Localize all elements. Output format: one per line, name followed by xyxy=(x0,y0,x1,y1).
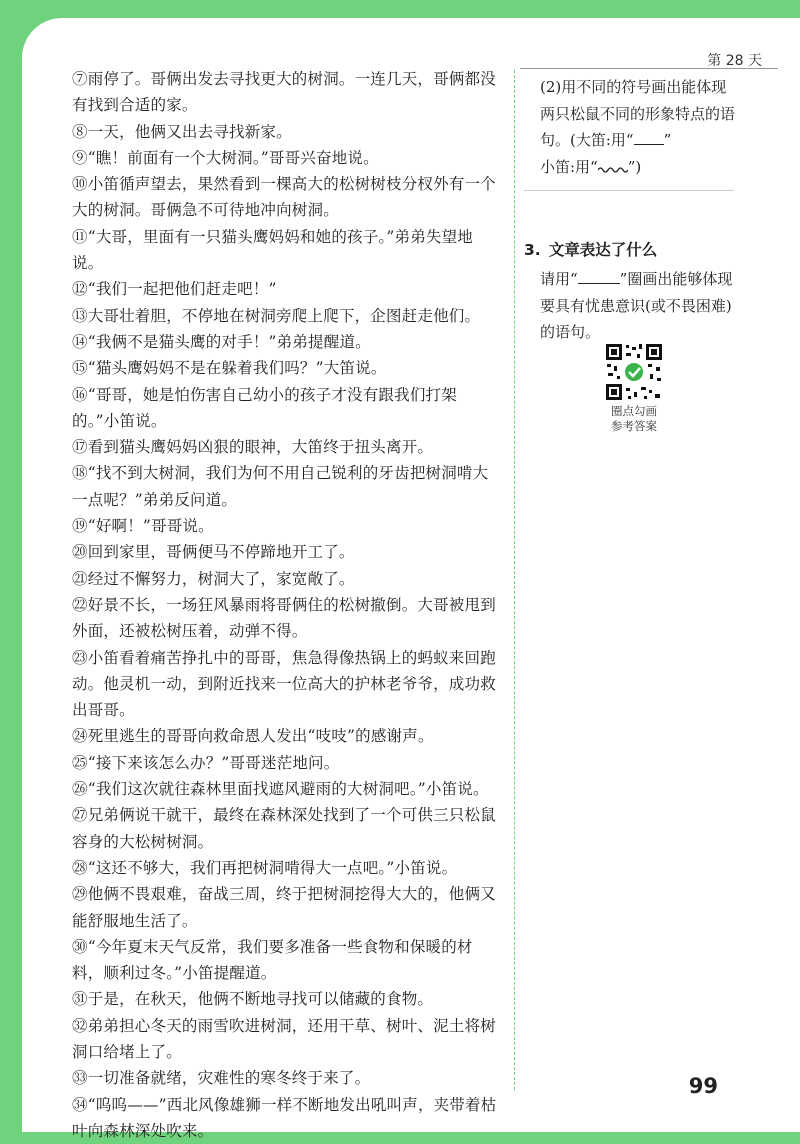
paragraph-29: ㉙他俩不畏艰难，奋战三周，终于把树洞挖得大大的，他俩又能舒服地生活了。 xyxy=(72,885,496,930)
paragraph-33: ㉝一切准备就绪，灾难性的寒冬终于来了。 xyxy=(72,1069,371,1088)
paragraph-25: ㉕“接下来该怎么办？”哥哥迷茫地问。 xyxy=(72,753,340,772)
paragraph-34: ㉞“呜呜——”西北风像雄狮一样不断地发出吼叫声，夹带着枯叶向森林深处吹来。 xyxy=(72,1095,497,1140)
question-2-small-label: 小笛:用“ xyxy=(540,157,598,176)
paragraph-19: ⑲“好啊！”哥哥说。 xyxy=(72,517,214,536)
paragraph-13: ⑬大哥壮着胆，不停地在树洞旁爬上爬下，企图赶走他们。 xyxy=(72,306,481,325)
section-3-number: 3. xyxy=(524,241,541,259)
paragraph-32: ㉜弟弟担心冬天的雨雪吹进树洞，还用干草、树叶、泥土将树洞口给堵上了。 xyxy=(72,1016,496,1061)
question-2-text: (2)用不同的符号画出能体现两只松鼠不同的形象特点的语句。(大笛:用“ xyxy=(540,78,736,149)
question-2 xyxy=(540,74,738,180)
section-3-instruction xyxy=(540,266,740,346)
paragraph-8: ⑧一天，他俩又出去寻找新家。 xyxy=(72,122,292,141)
page-number: 99 xyxy=(688,1074,718,1098)
question-2-rule xyxy=(524,190,734,191)
paragraph-30: ㉚“今年夏末天气反常，我们要多准备一些食物和保暖的材料，顺利过冬。”小笛提醒道。 xyxy=(72,937,473,983)
paragraph-9: ⑨“瞧！前面有一个大树洞。”哥哥兴奋地说。 xyxy=(72,148,379,167)
paragraph-7: ⑦雨停了。哥俩出发去寻找更大的树洞。一连几天，哥俩都没有找到合适的家。 xyxy=(72,70,496,115)
paragraph-21: ㉑经过不懈努力，树洞大了，家宽敞了。 xyxy=(72,569,355,588)
day-label: 第 28 天 xyxy=(707,53,762,69)
paragraph-28: ㉘“这还不够大，我们再把树洞啃得大一点吧。”小笛说。 xyxy=(72,858,458,877)
section-3-text-a: 请用“ xyxy=(540,270,578,288)
question-2-close-quote: ” xyxy=(663,131,672,149)
paragraph-15: ⑮“猫头鹰妈妈不是在躲着我们吗？”大笛说。 xyxy=(72,359,387,378)
question-2-end: ”) xyxy=(627,157,642,176)
paragraph-24: ㉔死里逃生的哥哥向救命恩人发出“吱吱”的感谢声。 xyxy=(72,727,434,746)
qr-caption xyxy=(592,404,676,434)
paragraph-18: ⑱“找不到大树洞，我们为何不用自己锐利的牙齿把树洞啃大一点呢？”弟弟反问道。 xyxy=(72,464,489,509)
qr-code-icon[interactable] xyxy=(604,342,664,402)
paragraph-16: ⑯“哥哥，她是怕伤害自己幼小的孩子才没有跟我们打架的。”小笛说。 xyxy=(72,385,457,430)
paragraph-17: ⑰看到猫头鹰妈妈凶狠的眼神，大笛终于扭头离开。 xyxy=(72,438,434,457)
qr-caption-line-1: 圈点勾画 xyxy=(611,404,657,418)
paragraph-11: ⑪“大哥，里面有一只猫头鹰妈妈和她的孩子。”弟弟失望地说。 xyxy=(72,227,473,273)
column-divider xyxy=(514,70,515,1090)
wavy-underline-symbol xyxy=(598,162,628,172)
paragraph-12: ⑫“我们一起把他们赶走吧！” xyxy=(72,280,277,299)
story-text xyxy=(72,66,504,1144)
paragraph-22: ㉒好景不长，一场狂风暴雨将哥俩住的松树撤倒。大哥被甩到外面，还被松树压着，动弹不得。 xyxy=(72,595,496,641)
section-3-heading xyxy=(524,238,744,260)
section-3-text-b: ”圈画出能够体现要具有忧患意识(或不畏困难)的语句。 xyxy=(540,270,733,341)
header-rule xyxy=(520,68,778,69)
paragraph-23: ㉓小笛看着痛苦挣扎中的哥哥，焦急得像热锅上的蚂蚁来回跑动。他灵机一动，到附近找来一位高大的护林老爷爷，成功救出哥哥。 xyxy=(72,648,496,720)
paragraph-14: ⑭“我俩不是猫头鹰的对手！”弟弟提醒道。 xyxy=(72,332,371,351)
section-3-title: 文章表达了什么 xyxy=(548,241,658,259)
paragraph-20: ⑳回到家里，哥俩便马不停蹄地开工了。 xyxy=(72,543,355,562)
paragraph-10: ⑩小笛循声望去，果然看到一棵高大的松树树枝分杈外有一个大的树洞。哥俩急不可待地冲向树洞。 xyxy=(72,175,496,220)
paragraph-31: ㉛于是，在秋天，他俩不断地寻找可以储藏的食物。 xyxy=(72,990,434,1009)
straight-underline-symbol xyxy=(634,132,664,145)
paragraph-26: ㉖“我们这次就往森林里面找遮风避雨的大树洞吧。”小笛说。 xyxy=(72,780,489,799)
circle-mark-blank xyxy=(578,271,620,284)
paragraph-27: ㉗兄弟俩说干就干，最终在森林深处找到了一个可供三只松鼠容身的大松树树洞。 xyxy=(72,806,496,851)
qr-caption-line-2: 参考答案 xyxy=(611,419,657,433)
